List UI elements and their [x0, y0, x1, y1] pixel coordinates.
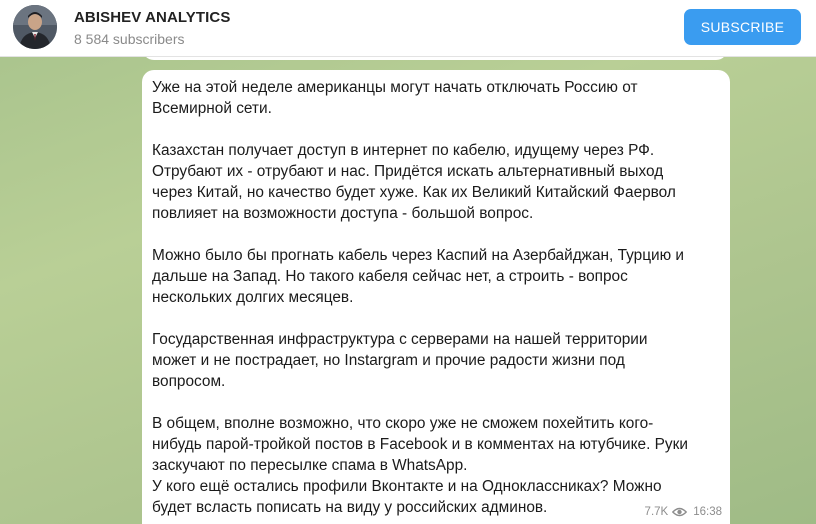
message-line: повлияет на возможности доступа - большой вопрос. — [152, 205, 534, 222]
message-line: вопросом. — [152, 373, 226, 390]
message-line: может и не пострадает, но Instargram и прочие радости жизни под — [152, 352, 625, 369]
avatar-portrait-icon — [13, 5, 57, 49]
view-count: 7.7K — [644, 506, 669, 518]
message-text — [152, 77, 722, 518]
channel-header — [0, 0, 816, 57]
message-paragraph — [152, 245, 722, 308]
message-line: Отрубают их - отрубают и нас. Придётся искать альтернативный выход — [152, 163, 664, 180]
message-line: В общем, вполне возможно, что скоро уже не сможем похейтить кого- — [152, 415, 654, 432]
channel-title[interactable]: ABISHEV ANALYTICS — [74, 9, 231, 26]
message-line: У кого ещё остались профили Вконтакте и на Одноклассниках? Можно — [152, 478, 662, 495]
message-paragraph — [152, 413, 722, 518]
message-line: Уже на этой неделе американцы могут начать отключать Россию от — [152, 79, 638, 96]
message-paragraph — [152, 77, 722, 119]
message-paragraph — [152, 329, 722, 392]
message-line: дальше на Запад. Но такого кабеля сейчас нет, а строить - вопрос — [152, 268, 628, 285]
message-line: нескольких долгих месяцев. — [152, 289, 354, 306]
eye-icon — [672, 507, 687, 517]
message-meta — [645, 506, 722, 518]
message-paragraph — [152, 140, 722, 224]
message-line: Можно было бы прогнать кабель через Каспий на Азербайджан, Турцию и — [152, 247, 685, 264]
message-bubble — [142, 70, 730, 524]
message-line: Государственная инфраструктура с серверами на нашей территории — [152, 331, 648, 348]
subscribe-button[interactable]: SUBSCRIBE — [684, 9, 801, 45]
message-time: 16:38 — [693, 506, 722, 518]
message-line: заскучают по пересылке спама в WhatsApp. — [152, 457, 468, 474]
message-line: нибудь парой-тройкой постов в Facebook и в комментах на ютубчике. Руки — [152, 436, 688, 453]
subscriber-count: 8 584 subscribers — [74, 31, 185, 47]
message-line: будет всласть пописать на виду у российских админов. — [152, 499, 548, 516]
channel-avatar[interactable] — [13, 5, 57, 49]
message-line: Казахстан получает доступ в интернет по кабелю, идущему через РФ. — [152, 142, 655, 159]
message-line: через Китай, но качество будет хуже. Как их Великий Китайский Фаервол — [152, 184, 676, 201]
message-line: Всемирной сети. — [152, 100, 272, 117]
